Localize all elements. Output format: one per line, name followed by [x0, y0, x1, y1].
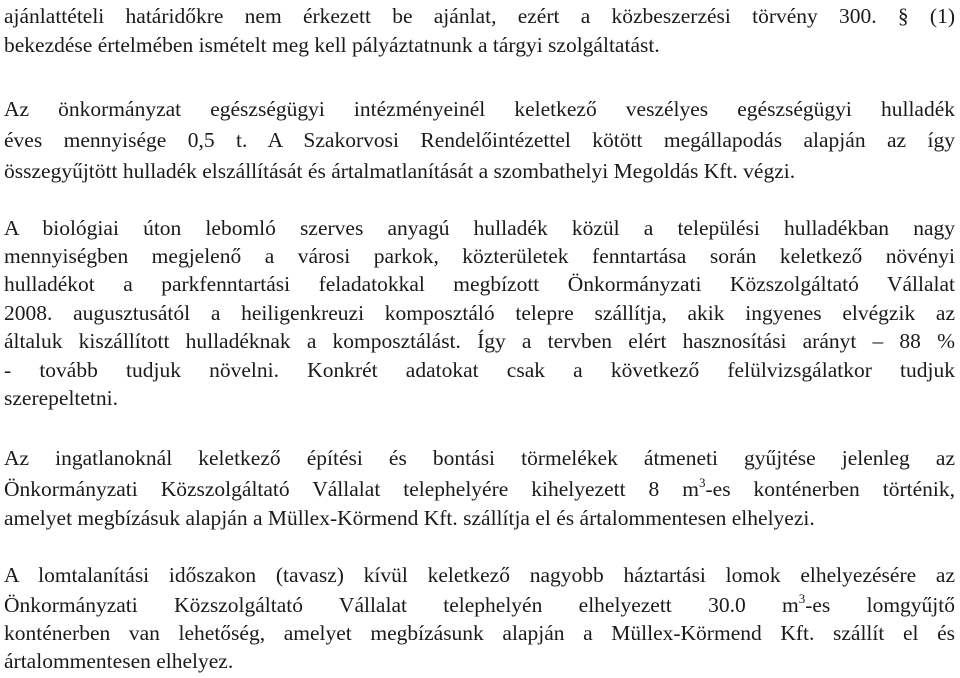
text-line: éves mennyisége 0,5 t. A Szakorvosi Rendelőintézettel kötött megállapodás alapján az így: [4, 128, 955, 152]
line-text: -es konténerben történik,: [705, 477, 956, 501]
superscript: 3: [798, 591, 806, 606]
text-line: szerepeltetni.: [4, 386, 119, 410]
text-line: konténerben van lehetőség, amelyet megbízásunk alapján a Müllex-Körmend Kft. szállít el és: [4, 621, 955, 645]
text-line: bekezdése értelmében ismételt meg kell pályáztatnunk a tárgyi szolgáltatást.: [4, 33, 660, 57]
text-line: 2008. augusztusától a heiligenkreuzi komposztáló telepre szállítja, akik ingyenes elvégzik az: [4, 301, 955, 325]
text-line: hulladékot a parkfenntartási feladatokkal megbízott Önkormányzati Közszolgáltató Vállalat: [4, 272, 955, 296]
line-text: -es lomgyűjtő: [805, 593, 956, 617]
text-line-superscript: [4, 475, 955, 504]
text-line: A lomtalanítási időszakon (tavasz) kívül keletkező nagyobb háztartási lomok elhelyezésére az: [4, 563, 955, 587]
line-text: Önkormányzati Közszolgáltató Vállalat telephelyén elhelyezett 30.0 m: [4, 593, 799, 617]
text-line: összegyűjtött hulladék elszállítását és ártalmatlanítását a szombathelyi Megoldás Kft. végzi.: [4, 159, 796, 183]
text-line: ártalommentesen elhelyez.: [4, 649, 234, 673]
line-text: Önkormányzati Közszolgáltató Vállalat telephelyére kihelyezett 8 m: [4, 477, 699, 501]
text-line: általuk kiszállított hulladéknak a komposztálást. Így a tervben elért hasznosítási arányt – 88 %: [4, 329, 955, 353]
text-line: - tovább tudjuk növelni. Konkrét adatokat csak a következő felülvizsgálatkor tudjuk: [4, 358, 955, 382]
text-line: amelyet megbízásuk alapján a Müllex-Körmend Kft. szállítja el és ártalommentesen elhelyezi.: [4, 506, 815, 530]
text-line: ajánlattételi határidőkre nem érkezett be ajánlat, ezért a közbeszerzési törvény 300. § (1): [4, 4, 955, 28]
text-line: Az ingatlanoknál keletkező építési és bontási törmelékek átmeneti gyűjtése jelenleg az: [4, 446, 955, 470]
text-line: Az önkormányzat egészségügyi intézményeinél keletkező veszélyes egészségügyi hulladék: [4, 97, 955, 121]
text-line: mennyiségben megjelenő a városi parkok, közterületek fenntartása során keletkező növényi: [4, 244, 955, 268]
text-line: A biológiai úton lebomló szerves anyagú hulladék közül a települési hulladékban nagy: [4, 216, 955, 240]
superscript: 3: [699, 475, 706, 490]
text-line-superscript: [4, 591, 955, 620]
